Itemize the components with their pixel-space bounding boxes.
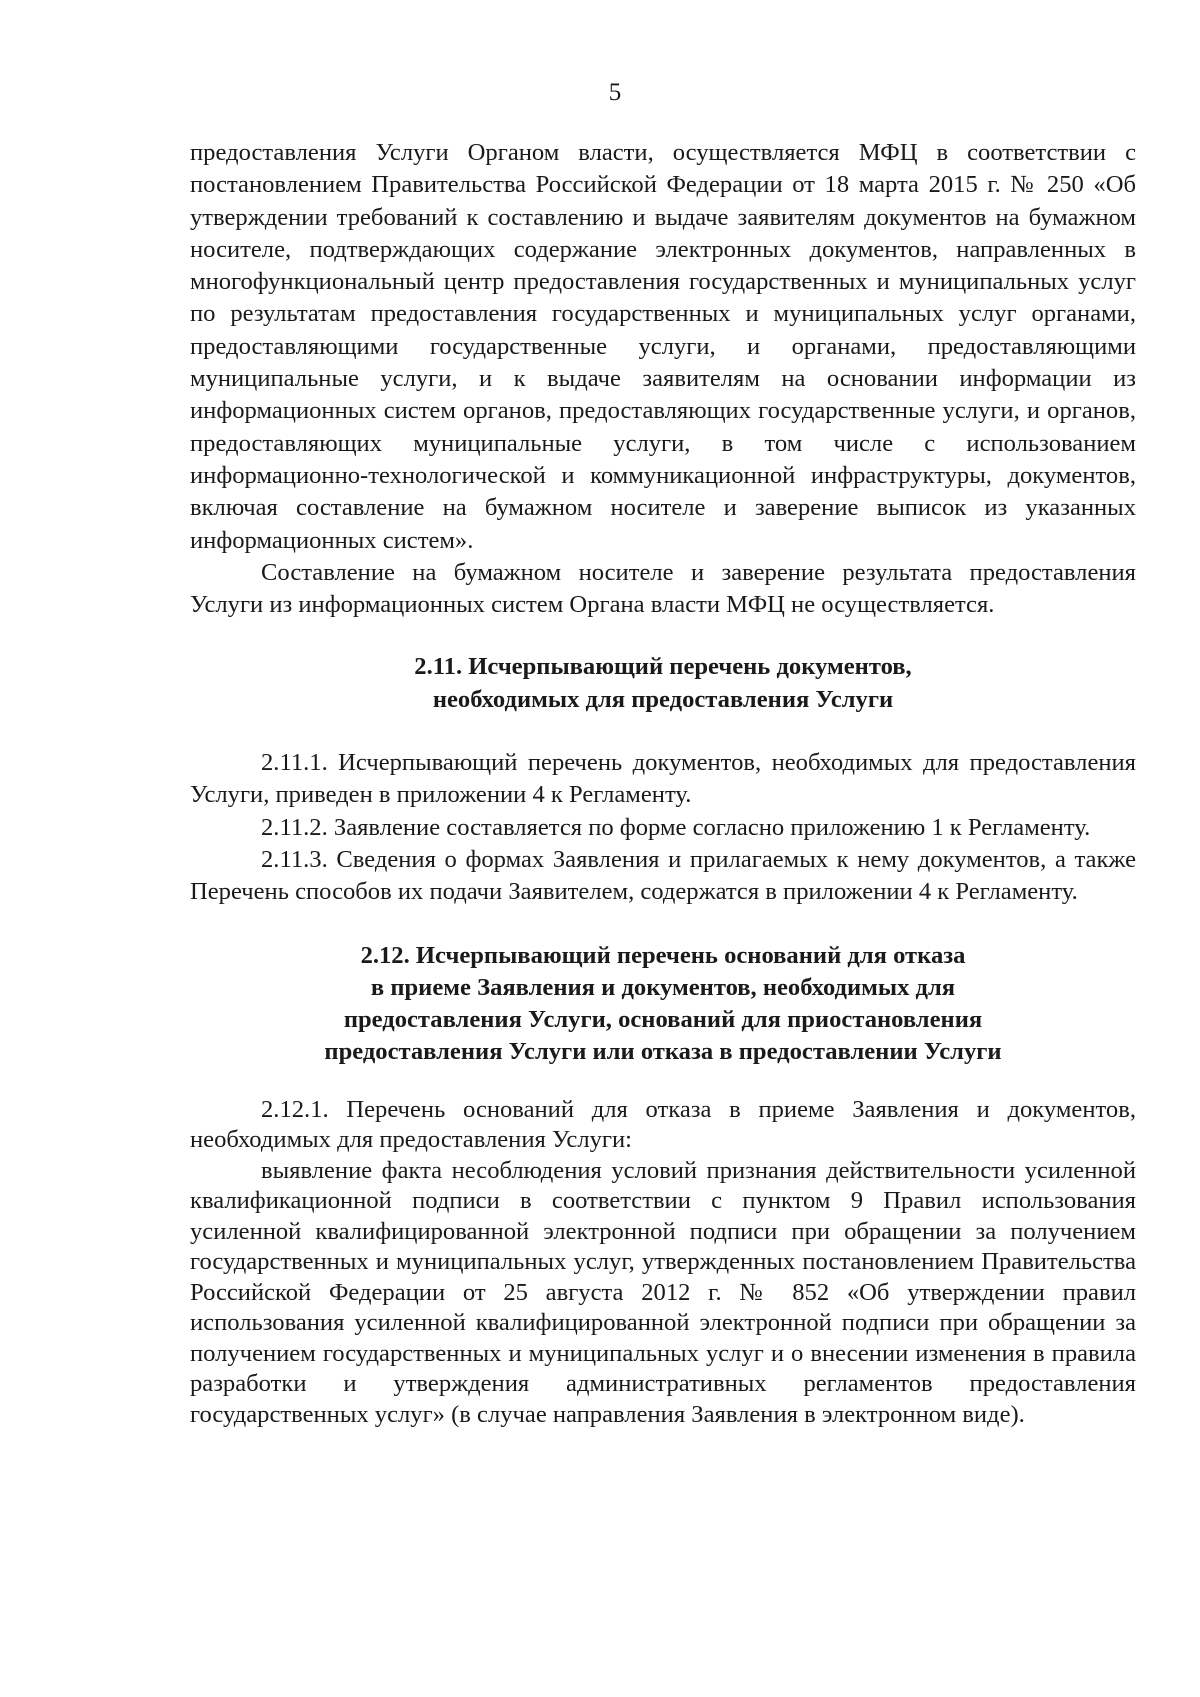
section-2-11-heading-line-1: 2.11. Исчерпывающий перечень документов, [414, 653, 912, 681]
section-2-12-heading-line-1: 2.12. Исчерпывающий перечень оснований для отказа [360, 941, 966, 969]
section-2-12-heading [190, 940, 1136, 1069]
section-2-11-heading-line-2: необходимых для предоставления Услуги [432, 685, 894, 713]
document-body [190, 137, 1136, 1430]
item-2-11-3: 2.11.3. Сведения о формах Заявления и прилагаемых к нему документов, а также Перечень способов их подачи Заявителем, содержатся в приложении 4 к Регламенту. [190, 845, 1136, 906]
item-2-12-1-text: выявление факта несоблюдения условий признания действительности усиленной квалификационной подписи в соответствии с пунктом 9 Правил использования усиленной квалифицированной электронной подписи при обращении за получением государственных и муниципальных услуг, утвержденных постановлением Правительства Российской Федерации от 25 августа 2012 г. № 852 «Об утверждении правил использования усиленной квалифицированной электронной подписи при обращении за получением государственных и муниципальных услуг и о внесении изменения в правила разработки и утверждения административных регламентов предоставления государственных услуг» (в случае направления Заявления в электронном виде). [190, 1156, 1136, 1428]
item-2-11-1: 2.11.1. Исчерпывающий перечень документов, необходимых для предоставления Услуги, приведен в приложении 4 к Регламенту. [190, 749, 1136, 809]
intro-paragraph: предоставления Услуги Органом власти, осуществляется МФЦ в соответствии с постановлением Правительства Российской Федерации от 18 марта 2015 г. № 250 «Об утверждении требований к составлению и выдаче заявителям документов на бумажном носителе, подтверждающих содержание электронных документов, направленных в многофункциональный центр предоставления государственных и муниципальных услуг по результатам предоставления государственных и муниципальных услуг органами, предоставляющими государственные услуги, и органами, предоставляющими муниципальные услуги, и к выдаче заявителям на основании информации из информационных систем органов, предоставляющих государственные услуги, и органов, предоставляющих муниципальные услуги, в том числе с использованием информационно-технологической и коммуникационной инфраструктуры, документов, включая составление на бумажном носителе и заверение выписок из указанных информационных систем». [190, 139, 1136, 554]
item-2-12-1: 2.12.1. Перечень оснований для отказа в приеме Заявления и документов, необходимых для предоставления Услуги: [190, 1095, 1136, 1154]
page-number: 5 [608, 79, 622, 106]
section-2-12-heading-line-3: предоставления Услуги, оснований для приостановления [343, 1006, 983, 1034]
section-2-12-heading-line-2: в приеме Заявления и документов, необходимых для [370, 973, 956, 1001]
item-2-11-2: 2.11.2. Заявление составляется по форме согласно приложению 1 к Регламенту. [261, 813, 1091, 841]
intro-paragraph-2: Составление на бумажном носителе и заверение результата предоставления Услуги из информационных систем Органа власти МФЦ не осуществляется. [190, 558, 1136, 619]
section-2-11-heading [190, 651, 1136, 716]
section-2-12-heading-line-4: предоставления Услуги или отказа в предоставлении Услуги [324, 1038, 1002, 1066]
